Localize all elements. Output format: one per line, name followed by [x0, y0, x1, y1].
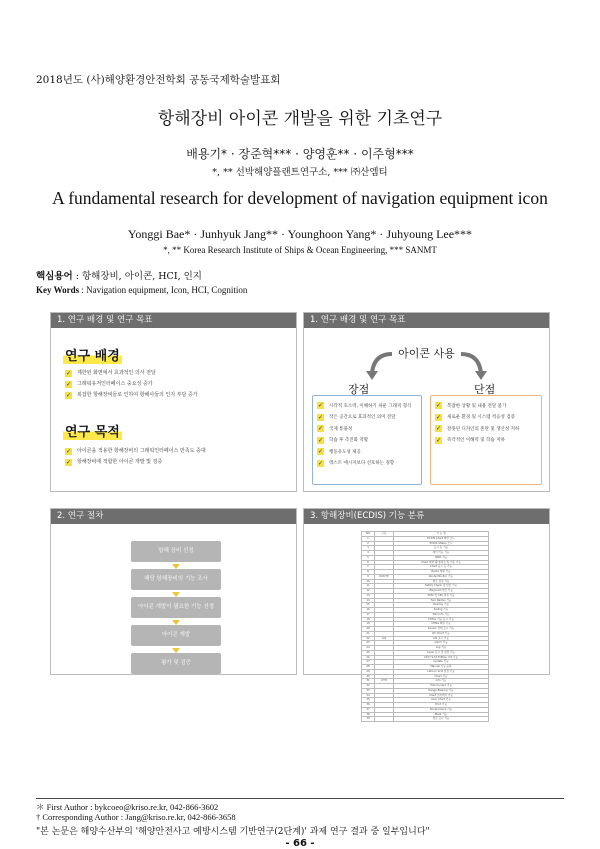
table-cell: 26 — [362, 655, 375, 660]
table-cell: 7 — [362, 565, 375, 570]
table-cell: TCPA 및 CPA 설정 기능 — [394, 593, 489, 598]
table-cell: 19 — [362, 622, 375, 627]
table-cell: 1 — [362, 536, 375, 541]
table-cell: 4 — [362, 551, 375, 556]
table-cell: CHNG 화면 기능 — [394, 622, 489, 627]
panel-header: 1. 연구 배경 및 연구 목표 — [304, 313, 549, 328]
table-cell: ECDIS Chart 화면 모드 — [394, 536, 489, 541]
table-cell: ARPA 기능 — [394, 555, 489, 560]
function-table — [361, 531, 489, 722]
table-cell: 8 — [362, 570, 375, 575]
check-icon: ✓ — [65, 392, 72, 399]
check-icon: ✓ — [435, 402, 442, 410]
list-item: ✓ 항해장비에 적합한 아이콘 개발 및 검증 — [65, 459, 163, 466]
list-item: ✓ 제한된 화면에서 효과적인 의사 전달 — [65, 370, 156, 377]
table-cell: Lat/Lon Grid 설정 기능 — [394, 669, 489, 674]
table-cell: 13 — [362, 593, 375, 598]
keywords-korean-label: 핵심용어 — [36, 271, 73, 282]
conference-header: 2018년도 (사)해양환경안전학회 공동국제학술발표회 — [36, 74, 281, 86]
icon-usage-title: 아이콘 사용 — [398, 347, 455, 360]
table-cell: 항로 점검 기능 — [394, 579, 489, 584]
keywords-english — [36, 285, 247, 295]
table-cell: Route Check 기능 — [394, 707, 489, 712]
check-icon: ✓ — [65, 459, 72, 466]
cons-title: 단점 — [474, 383, 496, 396]
list-item: ✓ 아이콘을 적용한 항해장비의 그래픽인터페이스 만족도 증대 — [65, 448, 206, 455]
check-icon: ✓ — [317, 413, 324, 421]
check-icon: ✓ — [435, 413, 442, 421]
table-cell — [375, 717, 394, 722]
title-korean: 항해장비 아이콘 개발을 위한 기초연구 — [157, 109, 443, 129]
check-icon: ✓ — [317, 436, 324, 444]
table-cell: 30 — [362, 674, 375, 679]
table-cell: Turn Radius 기능 — [394, 598, 489, 603]
panel-header: 1. 연구 배경 및 연구 목표 — [51, 313, 296, 328]
table-cell: 20 — [362, 627, 375, 632]
table-cell: AIS 표시 기능 — [394, 636, 489, 641]
check-icon: ✓ — [317, 425, 324, 433]
table-cell: 23 — [362, 641, 375, 646]
table-cell: 5 — [362, 555, 375, 560]
table-cell: Route 계획 기능 — [394, 570, 489, 575]
list-item: ✓ 국제 통용성 — [317, 425, 353, 433]
table-header-cell: 기 능 명 — [394, 532, 489, 537]
footnote-first-author: ＊ First Author : bykcoeo@kriso.re.kr, 042-866-3602 — [36, 802, 219, 812]
flow-step: 아이콘 개발 — [131, 625, 221, 646]
table-cell: 16 — [362, 608, 375, 613]
title-english: A fundamental research for development of navigation equipment icon — [52, 188, 548, 208]
table-cell: Mark 기능 — [394, 712, 489, 717]
table-cell: 28 — [362, 665, 375, 670]
keywords-korean — [36, 268, 202, 282]
table-cell: 38 — [362, 712, 375, 717]
table-cell: 9 — [362, 574, 375, 579]
check-icon: ✓ — [435, 436, 442, 444]
table-cell: 6 — [362, 560, 375, 565]
keywords-english-text: : Navigation equipment, Icon, HCI, Cognition — [79, 285, 248, 295]
table-cell: ROUTE — [375, 574, 394, 579]
check-icon: ✓ — [317, 402, 324, 410]
table-cell: 3 — [362, 546, 375, 551]
table-cell: 11 — [362, 584, 375, 589]
authors-english: Yonggi Bae* · Junhyuk Jang** · Younghoon Yang* · Juhyoung Lee*** — [127, 227, 473, 241]
table-cell: AIS — [375, 636, 394, 641]
table-cell: 15 — [362, 603, 375, 608]
table-cell: Route Monitor 기능 — [394, 574, 489, 579]
table-cell: 27 — [362, 660, 375, 665]
list-item: ✓ 즉각적인 이해력 및 학습 저하 — [435, 436, 505, 444]
panel-header: 2. 연구 절차 — [51, 509, 296, 524]
table-cell: Update 기능 — [394, 660, 489, 665]
table-cell: 32 — [362, 684, 375, 689]
table-cell: 29 — [362, 669, 375, 674]
list-item: ✓ 잘못된 디자인의 혼란 및 생산성 저하 — [435, 425, 520, 433]
panel-icon-pros-cons — [303, 312, 550, 492]
table-cell: Manual 기능 등록 — [394, 665, 489, 670]
table-cell: Nav Info 기능 — [394, 612, 489, 617]
table-cell: Chart 기능 — [394, 674, 489, 679]
footnote-corresponding-author: † Corresponding Author : Jang@kriso.re.kr, 042-866-3658 — [36, 812, 236, 822]
table-header-cell: 구분 — [375, 532, 394, 537]
table-row — [362, 717, 489, 722]
table-cell: RC Chart 기능 — [394, 631, 489, 636]
table-cell: Sensor 상태 표시 기능 — [394, 627, 489, 632]
panel-ecdis-functions — [303, 508, 550, 721]
table-cell: 14 — [362, 598, 375, 603]
table-cell: 17 — [362, 612, 375, 617]
table-cell: 18 — [362, 617, 375, 622]
flow-step: 아이콘 개발이 필요한 기능 선정 — [131, 597, 221, 618]
table-cell: 22 — [362, 636, 375, 641]
pros-title: 장점 — [348, 383, 370, 396]
table-cell: 레이 기능 기능 — [394, 551, 489, 556]
table-cell: 34 — [362, 693, 375, 698]
list-item: ✓ 새로운 환경 및 시스템 적응성 검증 — [435, 413, 516, 421]
table-cell: 2017 S-57 Edition 3.0 기능 — [394, 655, 489, 660]
table-cell: Print 기능 — [394, 703, 489, 708]
list-item: ✓ 시각적 호소력, 이해하기 쉬운 그래픽 형식 — [317, 402, 412, 410]
table-cell: Log 기능 — [394, 646, 489, 651]
table-cell: 경보 표시 기능 — [394, 717, 489, 722]
table-cell: Sailing 기능 — [394, 608, 489, 613]
table-cell: 39 — [362, 717, 375, 722]
goals-list — [65, 446, 206, 468]
table-cell: 12 — [362, 589, 375, 594]
section-title-background: 연구 배경 — [63, 345, 122, 364]
table-cell: 36 — [362, 703, 375, 708]
table-cell: 표시 등 기능 — [394, 546, 489, 551]
list-item: ✓ 텍스트 에시지보다 선호하는 경향 — [317, 459, 395, 467]
table-cell: Layer 표시 및 설정 기능 — [394, 650, 489, 655]
list-item: ✓ 학습 후 측진화 역활 — [317, 436, 369, 444]
panel-header: 3. 항해장비(ECDIS) 기능 분류 — [304, 509, 549, 524]
check-icon: ✓ — [317, 459, 324, 467]
table-cell: 35 — [362, 698, 375, 703]
list-item: ✓ 복잡한 항해장비들로 인하여 항해사들의 인지 부담 증가 — [65, 392, 198, 399]
table-cell: Chart 표시 등 기능 — [394, 565, 489, 570]
affiliation-english: *, ** Korea Research Institute of Ships & Ocean Engineering, *** SANMT — [163, 245, 437, 255]
table-cell: User Chart 기능 — [394, 698, 489, 703]
authors-korean: 배용기* · 장준혁*** · 양영훈** · 이주형*** — [186, 147, 414, 161]
check-icon: ✓ — [435, 425, 442, 433]
table-cell: Range Bearing 기능 — [394, 688, 489, 693]
table-cell: OTH — [375, 679, 394, 684]
table-cell: 24 — [362, 646, 375, 651]
table-cell: 21 — [362, 631, 375, 636]
check-icon: ✓ — [65, 370, 72, 377]
panel-background-goals — [50, 312, 297, 492]
table-cell: 33 — [362, 688, 375, 693]
check-icon: ✓ — [65, 448, 72, 455]
table-cell: Alarm 기능 — [394, 641, 489, 646]
list-item: ✓ 행동유도성 제공 — [317, 448, 361, 456]
panel-procedure — [50, 508, 297, 675]
table-cell: 31 — [362, 679, 375, 684]
background-list — [65, 368, 198, 401]
page-number: - 66 - — [285, 838, 315, 849]
table-cell: Tide Current 기능 — [394, 684, 489, 689]
table-cell: Waypoint 편집 기능 — [394, 589, 489, 594]
table-cell: 37 — [362, 707, 375, 712]
table-cell: Overlay 기능 — [394, 603, 489, 608]
flow-step: 항해 장비 선정 — [131, 541, 221, 562]
section-title-goals: 연구 목적 — [63, 421, 122, 440]
cons-box — [430, 395, 542, 485]
table-cell: Info 기능 — [394, 679, 489, 684]
keywords-english-label: Key Words — [36, 285, 80, 295]
flow-step: 해당 항해장비의 기능 조사 — [131, 569, 221, 590]
table-cell: Chart 화면 확대/축소 및 이동 기능 — [394, 560, 489, 565]
list-item: ✓ 그래픽유저인터페이스 중요성 증가 — [65, 381, 153, 388]
keywords-korean-text: : 항해장비, 아이콘, HCI, 인지 — [72, 271, 202, 282]
table-cell: 25 — [362, 650, 375, 655]
list-item: ✓ 복잡한 상황 및 내용 전달 불가 — [435, 402, 507, 410]
table-cell: Chart 오버레이 기능 — [394, 693, 489, 698]
list-item: ✓ 작은 공간으로 효과적인 의미 전달 — [317, 413, 396, 421]
table-header-cell: NO — [362, 532, 375, 537]
footnote-funding: "본 논문은 해양수산부의 '해양안전사고 예방시스템 기반연구(2단계)' 과제 연구 결과 중 일부입니다" — [36, 827, 430, 837]
pros-box — [312, 395, 422, 485]
footnote-divider — [36, 798, 564, 799]
check-icon: ✓ — [65, 381, 72, 388]
table-cell: TOTAL 기능 표시 기능 — [394, 617, 489, 622]
affiliation-korean: *, ** 선박해양플랜트연구소, *** ㈜산엠티 — [212, 167, 388, 178]
flow-step: 평가 및 검증 — [131, 653, 221, 674]
table-cell: 2 — [362, 541, 375, 546]
table-cell: 10 — [362, 579, 375, 584]
table-cell: ECDIS Status 모드 — [394, 541, 489, 546]
table-cell: Safety Check 및 알람 기능 — [394, 584, 489, 589]
check-icon: ✓ — [317, 448, 324, 456]
